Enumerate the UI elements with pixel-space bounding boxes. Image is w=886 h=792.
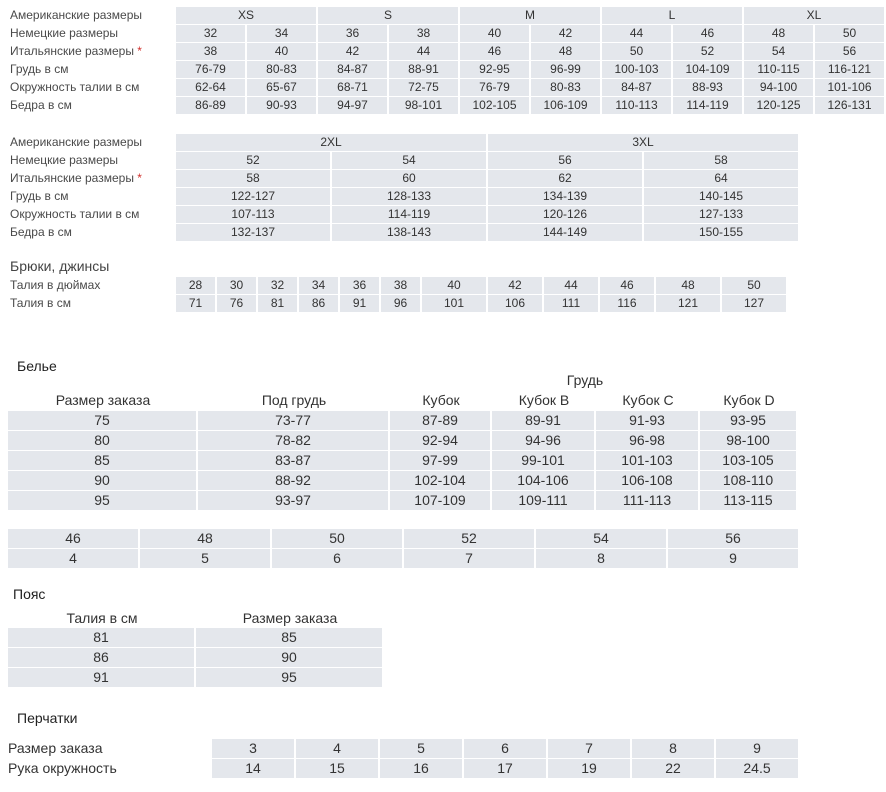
underwear-cell: 93-95 <box>700 411 798 430</box>
hips-cell: 110-113 <box>602 97 673 114</box>
row-label-italian: Итальянские размеры * <box>10 44 142 58</box>
glove-hand-cell: 14 <box>212 759 296 778</box>
underwear-cell: 78-82 <box>198 431 390 450</box>
chest-cell: 84-87 <box>318 61 389 78</box>
row-label-italian: Итальянские размеры * <box>10 171 142 185</box>
italian-size-cell: 44 <box>389 43 460 60</box>
cm-cell: 81 <box>258 295 299 312</box>
belt-header-order: Размер заказа <box>242 610 338 626</box>
underwear-cell: 106-108 <box>596 471 700 490</box>
table-row <box>8 411 798 430</box>
italian-size-cell: 40 <box>247 43 318 60</box>
cm-cell: 116 <box>600 295 656 312</box>
underwear-title: Белье <box>17 358 57 374</box>
waist-cell: 120-126 <box>488 206 644 223</box>
chest-cell: 134-139 <box>488 188 644 205</box>
conversion-bottom-cell: 5 <box>140 549 272 568</box>
chest-cell: 110-115 <box>744 61 815 78</box>
underwear-cell: 80 <box>8 431 198 450</box>
underwear-cell: 107-109 <box>390 491 492 510</box>
underwear-cell: 113-115 <box>700 491 798 510</box>
chest-cell: 92-95 <box>460 61 531 78</box>
hips-cell: 98-101 <box>389 97 460 114</box>
glove-order-cell: 5 <box>380 739 464 758</box>
table-row <box>8 491 798 510</box>
table-row <box>8 431 798 450</box>
chest-cell: 140-145 <box>644 188 800 205</box>
chest-cell: 76-79 <box>176 61 247 78</box>
glove-hand-cell: 19 <box>548 759 632 778</box>
waist-cell: 127-133 <box>644 206 800 223</box>
underwear-cell: 92-94 <box>390 431 492 450</box>
chest-cell: 122-127 <box>176 188 332 205</box>
table-row <box>8 668 384 687</box>
german-size-cell: 34 <box>247 25 318 42</box>
german-size-cell: 40 <box>460 25 531 42</box>
waist-cell: 80-83 <box>531 79 602 96</box>
glove-hand-cell: 15 <box>296 759 380 778</box>
conversion-top-cell: 56 <box>668 529 800 548</box>
asterisk-mark: * <box>137 44 142 58</box>
chest-cell: 100-103 <box>602 61 673 78</box>
us-size-cell: L <box>602 7 744 24</box>
underwear-cell: 111-113 <box>596 491 700 510</box>
underwear-cell: 91-93 <box>596 411 700 430</box>
italian-size-cell: 46 <box>460 43 531 60</box>
row-label-us: Американские размеры <box>10 135 143 149</box>
glove-order-cell: 3 <box>212 739 296 758</box>
inches-cell: 42 <box>488 277 544 294</box>
conversion-top-cell: 54 <box>536 529 668 548</box>
us-size-cell: S <box>318 7 460 24</box>
underwear-cell: 101-103 <box>596 451 700 470</box>
underwear-cell: 98-100 <box>700 431 798 450</box>
underwear-cell: 109-111 <box>492 491 596 510</box>
row-label-us: Американские размеры <box>10 8 143 22</box>
underwear-header: Размер заказа <box>55 392 151 408</box>
waist-cell: 72-75 <box>389 79 460 96</box>
hips-cell: 126-131 <box>815 97 886 114</box>
underwear-cell: 93-97 <box>198 491 390 510</box>
chest-cell: 88-91 <box>389 61 460 78</box>
chest-cell: 128-133 <box>332 188 488 205</box>
hips-cell: 94-97 <box>318 97 389 114</box>
trousers-title: Брюки, джинсы <box>10 258 110 274</box>
waist-cell: 94-100 <box>744 79 815 96</box>
hips-cell: 106-109 <box>531 97 602 114</box>
row-label-german: Немецкие размеры <box>10 26 119 40</box>
cm-cell: 101 <box>422 295 488 312</box>
underwear-header: Кубок D <box>723 392 775 408</box>
glove-hand-cell: 22 <box>632 759 716 778</box>
german-size-cell: 52 <box>176 152 332 169</box>
hips-cell: 86-89 <box>176 97 247 114</box>
row-label-order: Размер заказа <box>8 740 103 756</box>
inches-cell: 40 <box>422 277 488 294</box>
cm-cell: 71 <box>176 295 217 312</box>
underwear-cell: 104-106 <box>492 471 596 490</box>
inches-cell: 46 <box>600 277 656 294</box>
us-size-cell: XL <box>744 7 886 24</box>
underwear-cell: 102-104 <box>390 471 492 490</box>
chest-cell: 96-99 <box>531 61 602 78</box>
waist-cell: 65-67 <box>247 79 318 96</box>
german-size-cell: 56 <box>488 152 644 169</box>
italian-size-cell: 42 <box>318 43 389 60</box>
cm-cell: 86 <box>299 295 340 312</box>
glove-order-cell: 8 <box>632 739 716 758</box>
conversion-top-cell: 50 <box>272 529 404 548</box>
hips-cell: 114-119 <box>673 97 744 114</box>
cm-cell: 106 <box>488 295 544 312</box>
underwear-cell: 95 <box>8 491 198 510</box>
underwear-cell: 85 <box>8 451 198 470</box>
underwear-cell: 108-110 <box>700 471 798 490</box>
italian-size-cell: 50 <box>602 43 673 60</box>
german-size-cell: 58 <box>644 152 800 169</box>
german-size-cell: 44 <box>602 25 673 42</box>
waist-cell: 88-93 <box>673 79 744 96</box>
table-row <box>8 628 384 647</box>
german-size-cell: 36 <box>318 25 389 42</box>
inches-cell: 44 <box>544 277 600 294</box>
underwear-cell: 87-89 <box>390 411 492 430</box>
italian-size-cell: 56 <box>815 43 886 60</box>
us-size-cell: 3XL <box>488 134 800 151</box>
waist-cell: 76-79 <box>460 79 531 96</box>
belt-cell: 91 <box>8 668 196 687</box>
conversion-top-cell: 52 <box>404 529 536 548</box>
row-label-chest: Грудь в см <box>10 62 69 76</box>
belt-cell: 95 <box>196 668 384 687</box>
row-label-waist: Окружность талии в см <box>10 207 140 221</box>
italian-size-cell: 54 <box>744 43 815 60</box>
underwear-header: Кубок B <box>518 392 570 408</box>
row-label-chest: Грудь в см <box>10 189 69 203</box>
underwear-cell: 88-92 <box>198 471 390 490</box>
conversion-top-cell: 48 <box>140 529 272 548</box>
chest-cell: 104-109 <box>673 61 744 78</box>
row-label-waist: Окружность талии в см <box>10 80 140 94</box>
table-row <box>8 648 384 667</box>
belt-header-waist: Талия в см <box>66 610 138 626</box>
inches-cell: 48 <box>656 277 722 294</box>
underwear-cell: 96-98 <box>596 431 700 450</box>
conversion-top-cell: 46 <box>8 529 140 548</box>
waist-cell: 107-113 <box>176 206 332 223</box>
italian-size-cell: 62 <box>488 170 644 187</box>
italian-size-cell: 64 <box>644 170 800 187</box>
row-label-cm: Талия в см <box>10 296 71 310</box>
chest-cell: 116-121 <box>815 61 886 78</box>
german-size-cell: 50 <box>815 25 886 42</box>
hips-cell: 132-137 <box>176 224 332 241</box>
conversion-bottom-cell: 7 <box>404 549 536 568</box>
hips-cell: 120-125 <box>744 97 815 114</box>
inches-cell: 32 <box>258 277 299 294</box>
german-size-cell: 54 <box>332 152 488 169</box>
cm-cell: 76 <box>217 295 258 312</box>
row-label-hips: Бедра в см <box>10 225 72 239</box>
conversion-bottom-cell: 8 <box>536 549 668 568</box>
italian-size-cell: 38 <box>176 43 247 60</box>
inches-cell: 36 <box>340 277 381 294</box>
hips-cell: 102-105 <box>460 97 531 114</box>
table-row <box>8 471 798 490</box>
row-label-hand: Рука окружность <box>8 760 117 776</box>
chest-group-header: Грудь <box>566 372 604 388</box>
italian-size-cell: 48 <box>531 43 602 60</box>
asterisk-mark: * <box>137 171 142 185</box>
us-size-cell: XS <box>176 7 318 24</box>
chest-cell: 80-83 <box>247 61 318 78</box>
underwear-header: Под грудь <box>261 392 327 408</box>
underwear-cell: 89-91 <box>492 411 596 430</box>
glove-hand-cell: 24.5 <box>716 759 800 778</box>
underwear-cell: 97-99 <box>390 451 492 470</box>
belt-cell: 86 <box>8 648 196 667</box>
belt-cell: 90 <box>196 648 384 667</box>
hips-cell: 90-93 <box>247 97 318 114</box>
belt-cell: 85 <box>196 628 384 647</box>
waist-cell: 84-87 <box>602 79 673 96</box>
us-size-cell: 2XL <box>176 134 488 151</box>
underwear-cell: 73-77 <box>198 411 390 430</box>
waist-cell: 62-64 <box>176 79 247 96</box>
italian-size-cell: 58 <box>176 170 332 187</box>
glove-hand-cell: 16 <box>380 759 464 778</box>
underwear-cell: 75 <box>8 411 198 430</box>
german-size-cell: 38 <box>389 25 460 42</box>
inches-cell: 50 <box>722 277 788 294</box>
underwear-cell: 103-105 <box>700 451 798 470</box>
inches-cell: 38 <box>381 277 422 294</box>
conversion-bottom-cell: 6 <box>272 549 404 568</box>
row-label-inches: Талия в дюймах <box>10 278 101 292</box>
belt-cell: 81 <box>8 628 196 647</box>
german-size-cell: 42 <box>531 25 602 42</box>
glove-order-cell: 7 <box>548 739 632 758</box>
hips-cell: 150-155 <box>644 224 800 241</box>
german-size-cell: 32 <box>176 25 247 42</box>
italian-size-cell: 52 <box>673 43 744 60</box>
us-size-cell: M <box>460 7 602 24</box>
waist-cell: 68-71 <box>318 79 389 96</box>
italian-size-cell: 60 <box>332 170 488 187</box>
row-label-hips: Бедра в см <box>10 98 72 112</box>
cm-cell: 127 <box>722 295 788 312</box>
waist-cell: 101-106 <box>815 79 886 96</box>
glove-hand-cell: 17 <box>464 759 548 778</box>
german-size-cell: 46 <box>673 25 744 42</box>
underwear-header: Кубок C <box>622 392 674 408</box>
glove-order-cell: 4 <box>296 739 380 758</box>
gloves-title: Перчатки <box>17 710 78 726</box>
german-size-cell: 48 <box>744 25 815 42</box>
cm-cell: 96 <box>381 295 422 312</box>
cm-cell: 91 <box>340 295 381 312</box>
inches-cell: 28 <box>176 277 217 294</box>
underwear-cell: 90 <box>8 471 198 490</box>
underwear-header: Кубок <box>422 392 460 408</box>
hips-cell: 138-143 <box>332 224 488 241</box>
row-label-german: Немецкие размеры <box>10 153 119 167</box>
belt-title: Пояс <box>13 586 46 602</box>
cm-cell: 111 <box>544 295 600 312</box>
hips-cell: 144-149 <box>488 224 644 241</box>
underwear-cell: 99-101 <box>492 451 596 470</box>
glove-order-cell: 6 <box>464 739 548 758</box>
conversion-bottom-cell: 4 <box>8 549 140 568</box>
cm-cell: 121 <box>656 295 722 312</box>
conversion-bottom-cell: 9 <box>668 549 800 568</box>
glove-order-cell: 9 <box>716 739 800 758</box>
inches-cell: 30 <box>217 277 258 294</box>
table-row <box>8 451 798 470</box>
underwear-cell: 83-87 <box>198 451 390 470</box>
inches-cell: 34 <box>299 277 340 294</box>
waist-cell: 114-119 <box>332 206 488 223</box>
underwear-cell: 94-96 <box>492 431 596 450</box>
